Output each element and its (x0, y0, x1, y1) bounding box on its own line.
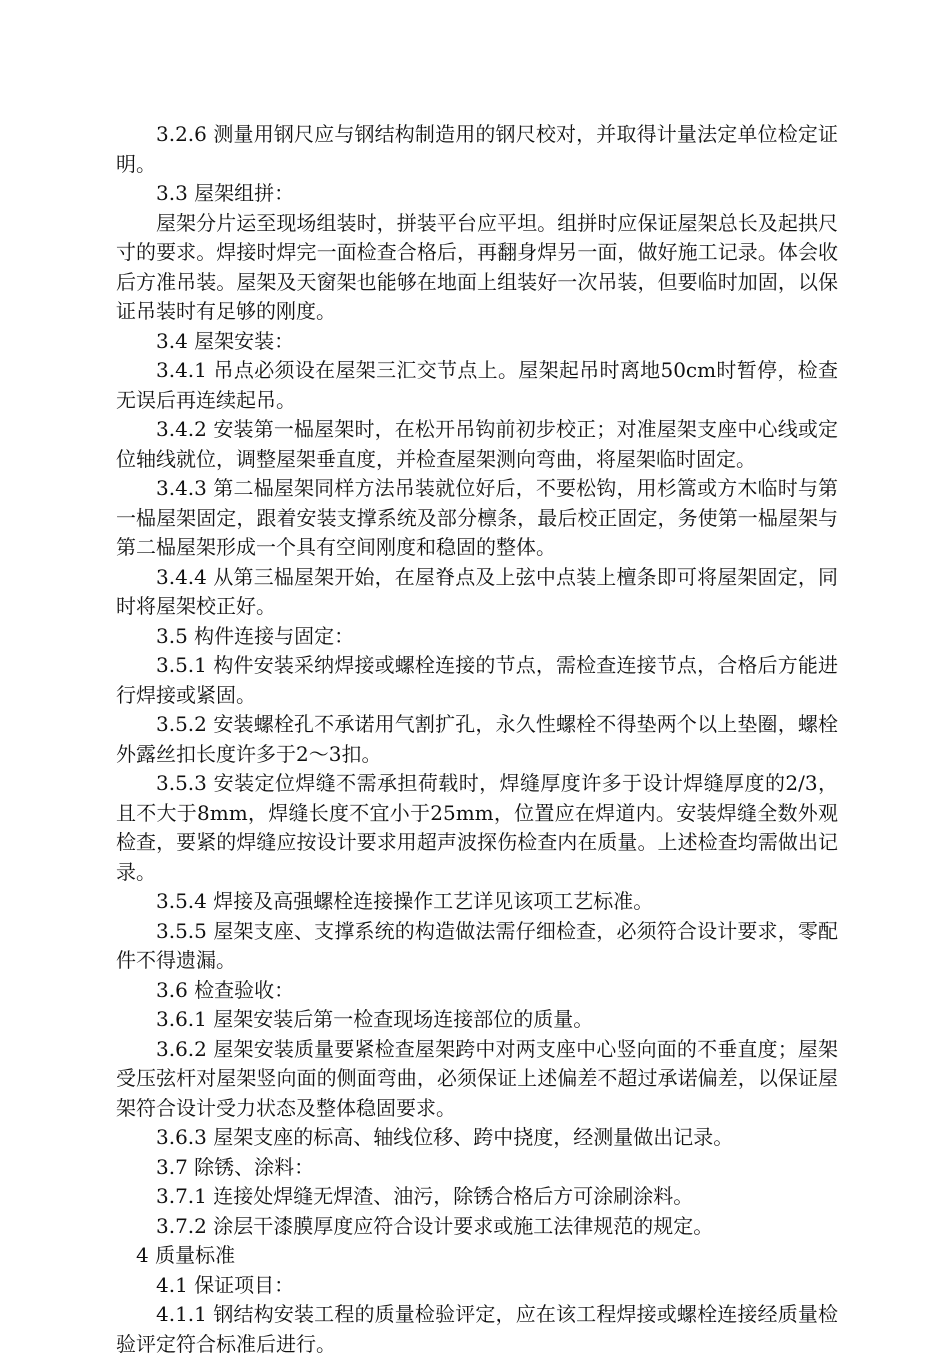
paragraph-3-4-1: 3.4.1 吊点必须设在屋架三汇交节点上。屋架起吊时离地50cm时暂停，检查无误后再连续起吊。 (116, 358, 838, 412)
paragraph-3-5-3: 3.5.3 安装定位焊缝不需承担荷载时，焊缝厚度许多于设计焊缝厚度的2/3，且不大于8mm，焊缝长度不宜小于25mm，位置应在焊道内。安装焊缝全数外观检查，要紧的焊缝应按设计要求用超声波探伤检查内在质量。上述检查均需做出记录。 (116, 771, 838, 884)
paragraph-3-5-5: 3.5.5 屋架支座、支撑系统的构造做法需仔细检查，必须符合设计要求，零配件不得遗漏。 (116, 918, 838, 972)
heading-3-4: 3.4 屋架安装： (156, 328, 295, 353)
paragraph-3-2-6: 3.2.6 测量用钢尺应与钢结构制造用的钢尺校对，并取得计量法定单位检定证明。 (116, 122, 838, 176)
heading-3-6: 3.6 检查验收： (156, 977, 295, 1002)
paragraph-3-5-4: 3.5.4 焊接及高强螺栓连接操作工艺详见该项工艺标准。 (156, 889, 654, 913)
heading-4-1: 4.1 保证项目： (156, 1272, 295, 1297)
paragraph-3-4-3: 3.4.3 第二榀屋架同样方法吊装就位好后，不要松钩，用杉篙或方木临时与第一榀屋架固定，跟着安装支撑系统及部分檩条，最后校正固定，务使第一榀屋架与第二榀屋架形成一个具有空间刚度和稳固的整体。 (116, 476, 838, 559)
paragraph-3-6-3: 3.6.3 屋架支座的标高、轴线位移、跨中挠度，经测量做出记录。 (156, 1125, 734, 1149)
document-body (116, 120, 838, 1359)
heading-3-5: 3.5 构件连接与固定： (156, 623, 355, 648)
paragraph-3-6-1: 3.6.1 屋架安装后第一检查现场连接部位的质量。 (156, 1007, 594, 1031)
heading-3-3: 3.3 屋架组拼： (156, 181, 295, 205)
paragraph-3-4-2: 3.4.2 安装第一榀屋架时，在松开吊钩前初步校正；对准屋架支座中心线或定位轴线就位，调整屋架垂直度，并检查屋架测向弯曲，将屋架临时固定。 (116, 417, 838, 471)
paragraph-3-7-2: 3.7.2 涂层干漆膜厚度应符合设计要求或施工法律规范的规定。 (156, 1213, 714, 1238)
paragraph-3-6-2: 3.6.2 屋架安装质量要紧检查屋架跨中对两支座中心竖向面的不垂直度；屋架受压弦杆对屋架竖向面的侧面弯曲，必须保证上述偏差不超过承诺偏差，以保证屋架符合设计受力状态及整体稳固要求。 (116, 1036, 838, 1120)
paragraph-3-3-body: 屋架分片运至现场组装时，拼装平台应平坦。组拼时应保证屋架总长及起拱尺寸的要求。焊接时焊完一面检查合格后，再翻身焊另一面，做好施工记录。体会收后方准吊装。屋架及天窗架也能够在地面上组装好一次吊装，但要临时加固，以保证吊装时有足够的刚度。 (116, 210, 838, 323)
paragraph-3-4-4: 3.4.4 从第三榀屋架开始，在屋脊点及上弦中点装上檀条即可将屋架固定，同时将屋架校正好。 (116, 564, 838, 618)
heading-4: 4 质量标准 (136, 1243, 236, 1267)
heading-3-7: 3.7 除锈、涂料： (156, 1154, 315, 1179)
paragraph-3-7-1: 3.7.1 连接处焊缝无焊渣、油污，除锈合格后方可涂刷涂料。 (156, 1184, 694, 1208)
paragraph-3-5-1: 3.5.1 构件安装采纳焊接或螺栓连接的节点，需检查连接节点，合格后方能进行焊接或紧固。 (116, 653, 838, 707)
paragraph-4-1-1: 4.1.1 钢结构安装工程的质量检验评定，应在该工程焊接或螺栓连接经质量检验评定符合标准后进行。 (116, 1302, 838, 1356)
paragraph-3-5-2: 3.5.2 安装螺栓孔不承诺用气割扩孔，永久性螺栓不得垫两个以上垫圈，螺栓外露丝扣长度许多于2～3扣。 (116, 712, 838, 766)
